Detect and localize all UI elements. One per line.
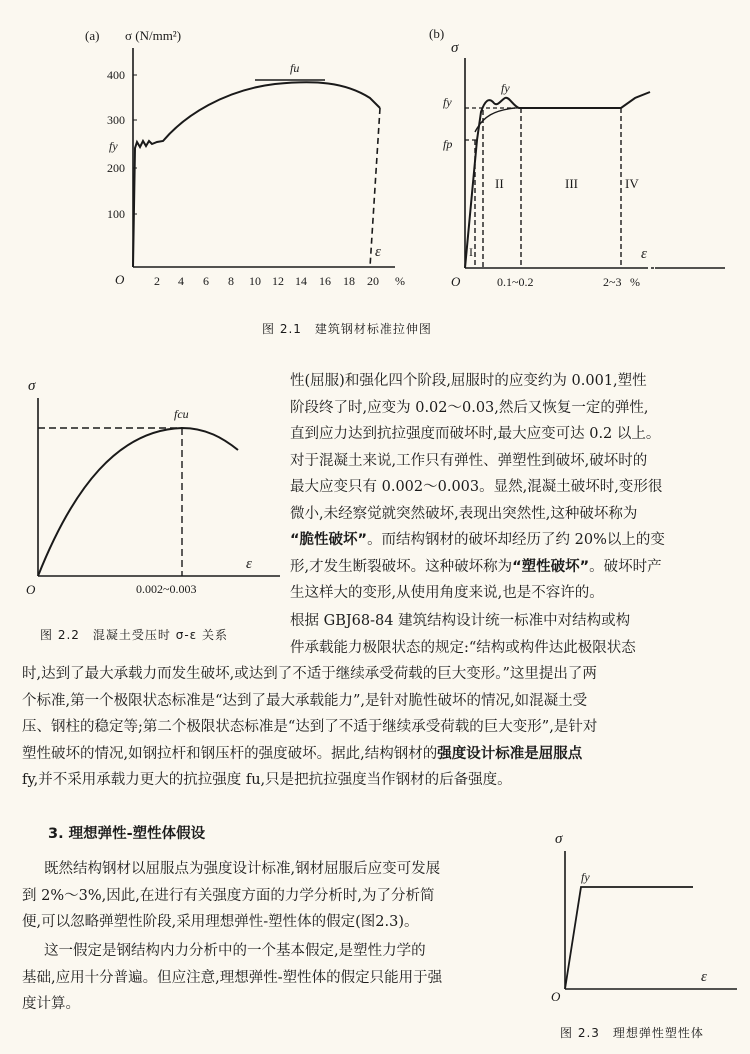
x-tick-12: 12 <box>272 274 284 288</box>
x-tick-16: 16 <box>319 274 331 288</box>
elastic-plastic-curve <box>565 887 693 989</box>
x-tick-2: 0.002~0.003 <box>136 582 197 596</box>
p4-line-2: 基础,应用十分普遍。但应注意,理想弹性-塑性体的假定只能用于强 <box>22 969 443 986</box>
x-ticks <box>154 274 379 288</box>
x-tick-6: 6 <box>203 274 209 288</box>
p2-line-5: 压、钢柱的稳定等;第二个极限状态标准是“达到了不适于继续承受荷载的巨大变形”,是针对 <box>22 719 598 735</box>
ductile-failure-term: “塑性破坏” <box>512 558 590 575</box>
figure-2-1-caption: 图 2.1 建筑钢材标准拉伸图 <box>262 322 432 336</box>
p2-line-2: 件承载能力极限状态的规定:“结构或构件达此极限状态 <box>290 639 636 656</box>
y-tick-200: 200 <box>107 161 125 175</box>
figure-2-3-caption: 图 2.3 理想弹性塑性体 <box>560 1026 704 1040</box>
p1-line-9: 生这样大的变形,从使用角度来说,也是不容许的。 <box>290 585 604 601</box>
origin-label: O <box>115 272 125 287</box>
p1-line-2: 阶段终了时,应变为 0.02～0.03,然后又恢复一定的弹性, <box>290 399 649 416</box>
figure-2-1a <box>85 20 405 300</box>
p1-line-3: 直到应力达到抗拉强度而破坏时,最大应变可达 0.2 以上。 <box>290 426 661 442</box>
stage-4: IV <box>625 176 639 191</box>
figure-2-2-caption: 图 2.2 混凝土受压时 σ-ε 关系 <box>40 628 228 642</box>
x-tick-10: 10 <box>249 274 261 288</box>
x-tick-b-1: 0.1~0.2 <box>497 275 534 289</box>
p2-line-3: 时,达到了最大承载力而发生破坏,或达到了不适于继续承受荷载的巨大变形。”这里提出了两 <box>22 666 597 682</box>
fy-label: fy <box>109 139 118 153</box>
y-axis-symbol-3: σ <box>555 831 563 847</box>
origin-2: O <box>26 582 36 597</box>
fy-peak-label-b: fy <box>501 81 510 95</box>
x-tick-18: 18 <box>343 274 355 288</box>
y-tick-300: 300 <box>107 113 125 127</box>
fu-label: fu <box>290 61 300 75</box>
p3-line-2: 到 2%～3%,因此,在进行有关强度方面的力学分析时,为了分析简 <box>22 887 435 904</box>
y-tick-400: 400 <box>107 68 125 82</box>
p1-line-8: 形,才发生断裂破坏。这种破坏称为“塑性破坏”。破坏时产 <box>290 558 662 575</box>
paragraph-4 <box>22 938 552 1018</box>
steel-curve-b <box>465 92 650 268</box>
section-3-title: 3. 理想弹性-塑性体假设 <box>48 826 206 842</box>
design-criterion: 强度设计标准是屈服点 <box>437 745 583 762</box>
x-tick-2: 2 <box>154 274 160 288</box>
x-unit: % <box>395 274 405 288</box>
p1-line-4: 对于混凝土来说,工作只有弹性、弹塑性到破坏,破坏时的 <box>290 452 648 469</box>
p3-line-1: 既然结构钢材以屈服点为强度设计标准,钢材屈服后应变可发展 <box>44 861 441 877</box>
fy-label-3: fy <box>581 870 590 884</box>
origin-b: O <box>451 274 461 289</box>
x-axis-symbol-3: ε <box>701 969 707 985</box>
y-tick-100: 100 <box>107 207 125 221</box>
concrete-curve <box>38 428 238 576</box>
x-axis-symbol: ε <box>375 244 381 260</box>
paragraph-2-cont <box>22 635 740 794</box>
figure-2-2 <box>18 368 288 608</box>
fy-label-b: fy <box>443 95 452 109</box>
steel-curve <box>133 82 380 267</box>
x-tick-8: 8 <box>228 274 234 288</box>
x-axis-symbol-b: ε <box>641 246 647 262</box>
stage-1: I <box>469 245 473 259</box>
p1-line-6: 微小,未经察觉就突然破坏,表现出突然性,这种破坏称为 <box>290 505 638 522</box>
paragraph-3 <box>22 856 552 936</box>
p2-line-7: fy,并不采用承载力更大的抗拉强度 fu,只是把抗拉强度当作钢材的后备强度。 <box>22 772 512 788</box>
stage-3: III <box>565 176 578 191</box>
origin-3: O <box>551 989 561 1004</box>
fp-label-b: fp <box>443 137 453 151</box>
figure-2-1b <box>425 20 745 305</box>
y-axis-symbol-b: σ <box>451 40 459 56</box>
p3-line-3: 便,可以忽略弹塑性阶段,采用理想弹性-塑性体的假定(图2.3)。 <box>22 914 419 930</box>
p2-line-1: 根据 GBJ68-84 建筑结构设计统一标准中对结构或构 <box>290 613 631 629</box>
brittle-failure-term: “脆性破坏” <box>290 532 368 548</box>
paragraph-1 <box>290 368 740 607</box>
p2-line-4: 个标准,第一个极限状态标准是“达到了最大承载能力”,是针对脆性破坏的情况,如混凝土受 <box>22 692 588 709</box>
y-axis-label: σ (N/mm²) <box>125 28 182 43</box>
x-tick-14: 14 <box>295 274 307 288</box>
y-axis-symbol-2: σ <box>28 378 36 394</box>
panel-label-b: (b) <box>429 26 445 41</box>
x-tick-4: 4 <box>178 274 184 288</box>
p1-line-7: “脆性破坏”。而结构钢材的破坏却经历了约 20%以上的变 <box>290 532 665 548</box>
x-tick-b-2: 2~3 <box>603 275 622 289</box>
p1-line-1: 性(屈服)和强化四个阶段,屈服时的应变约为 0.001,塑性 <box>290 373 647 389</box>
x-tick-20: 20 <box>367 274 379 288</box>
fcu-label: fcu <box>174 407 189 421</box>
x-unit-b: % <box>630 275 640 289</box>
p4-line-3: 度计算。 <box>22 996 80 1012</box>
stage-2: II <box>495 176 504 191</box>
paragraph-2 <box>290 608 740 635</box>
x-axis-symbol-2: ε <box>246 556 252 572</box>
p1-line-5: 最大应变只有 0.002～0.003。显然,混凝土破坏时,变形很 <box>290 479 663 495</box>
panel-label-a: (a) <box>85 28 100 43</box>
p2-line-6: 塑性破坏的情况,如钢拉杆和钢压杆的强度破坏。据此,结构钢材的强度设计标准是屈服点 <box>22 745 583 762</box>
p4-line-1: 这一假定是钢结构内力分析中的一个基本假定,是塑性力学的 <box>44 943 426 959</box>
figure-2-3 <box>545 825 745 1005</box>
